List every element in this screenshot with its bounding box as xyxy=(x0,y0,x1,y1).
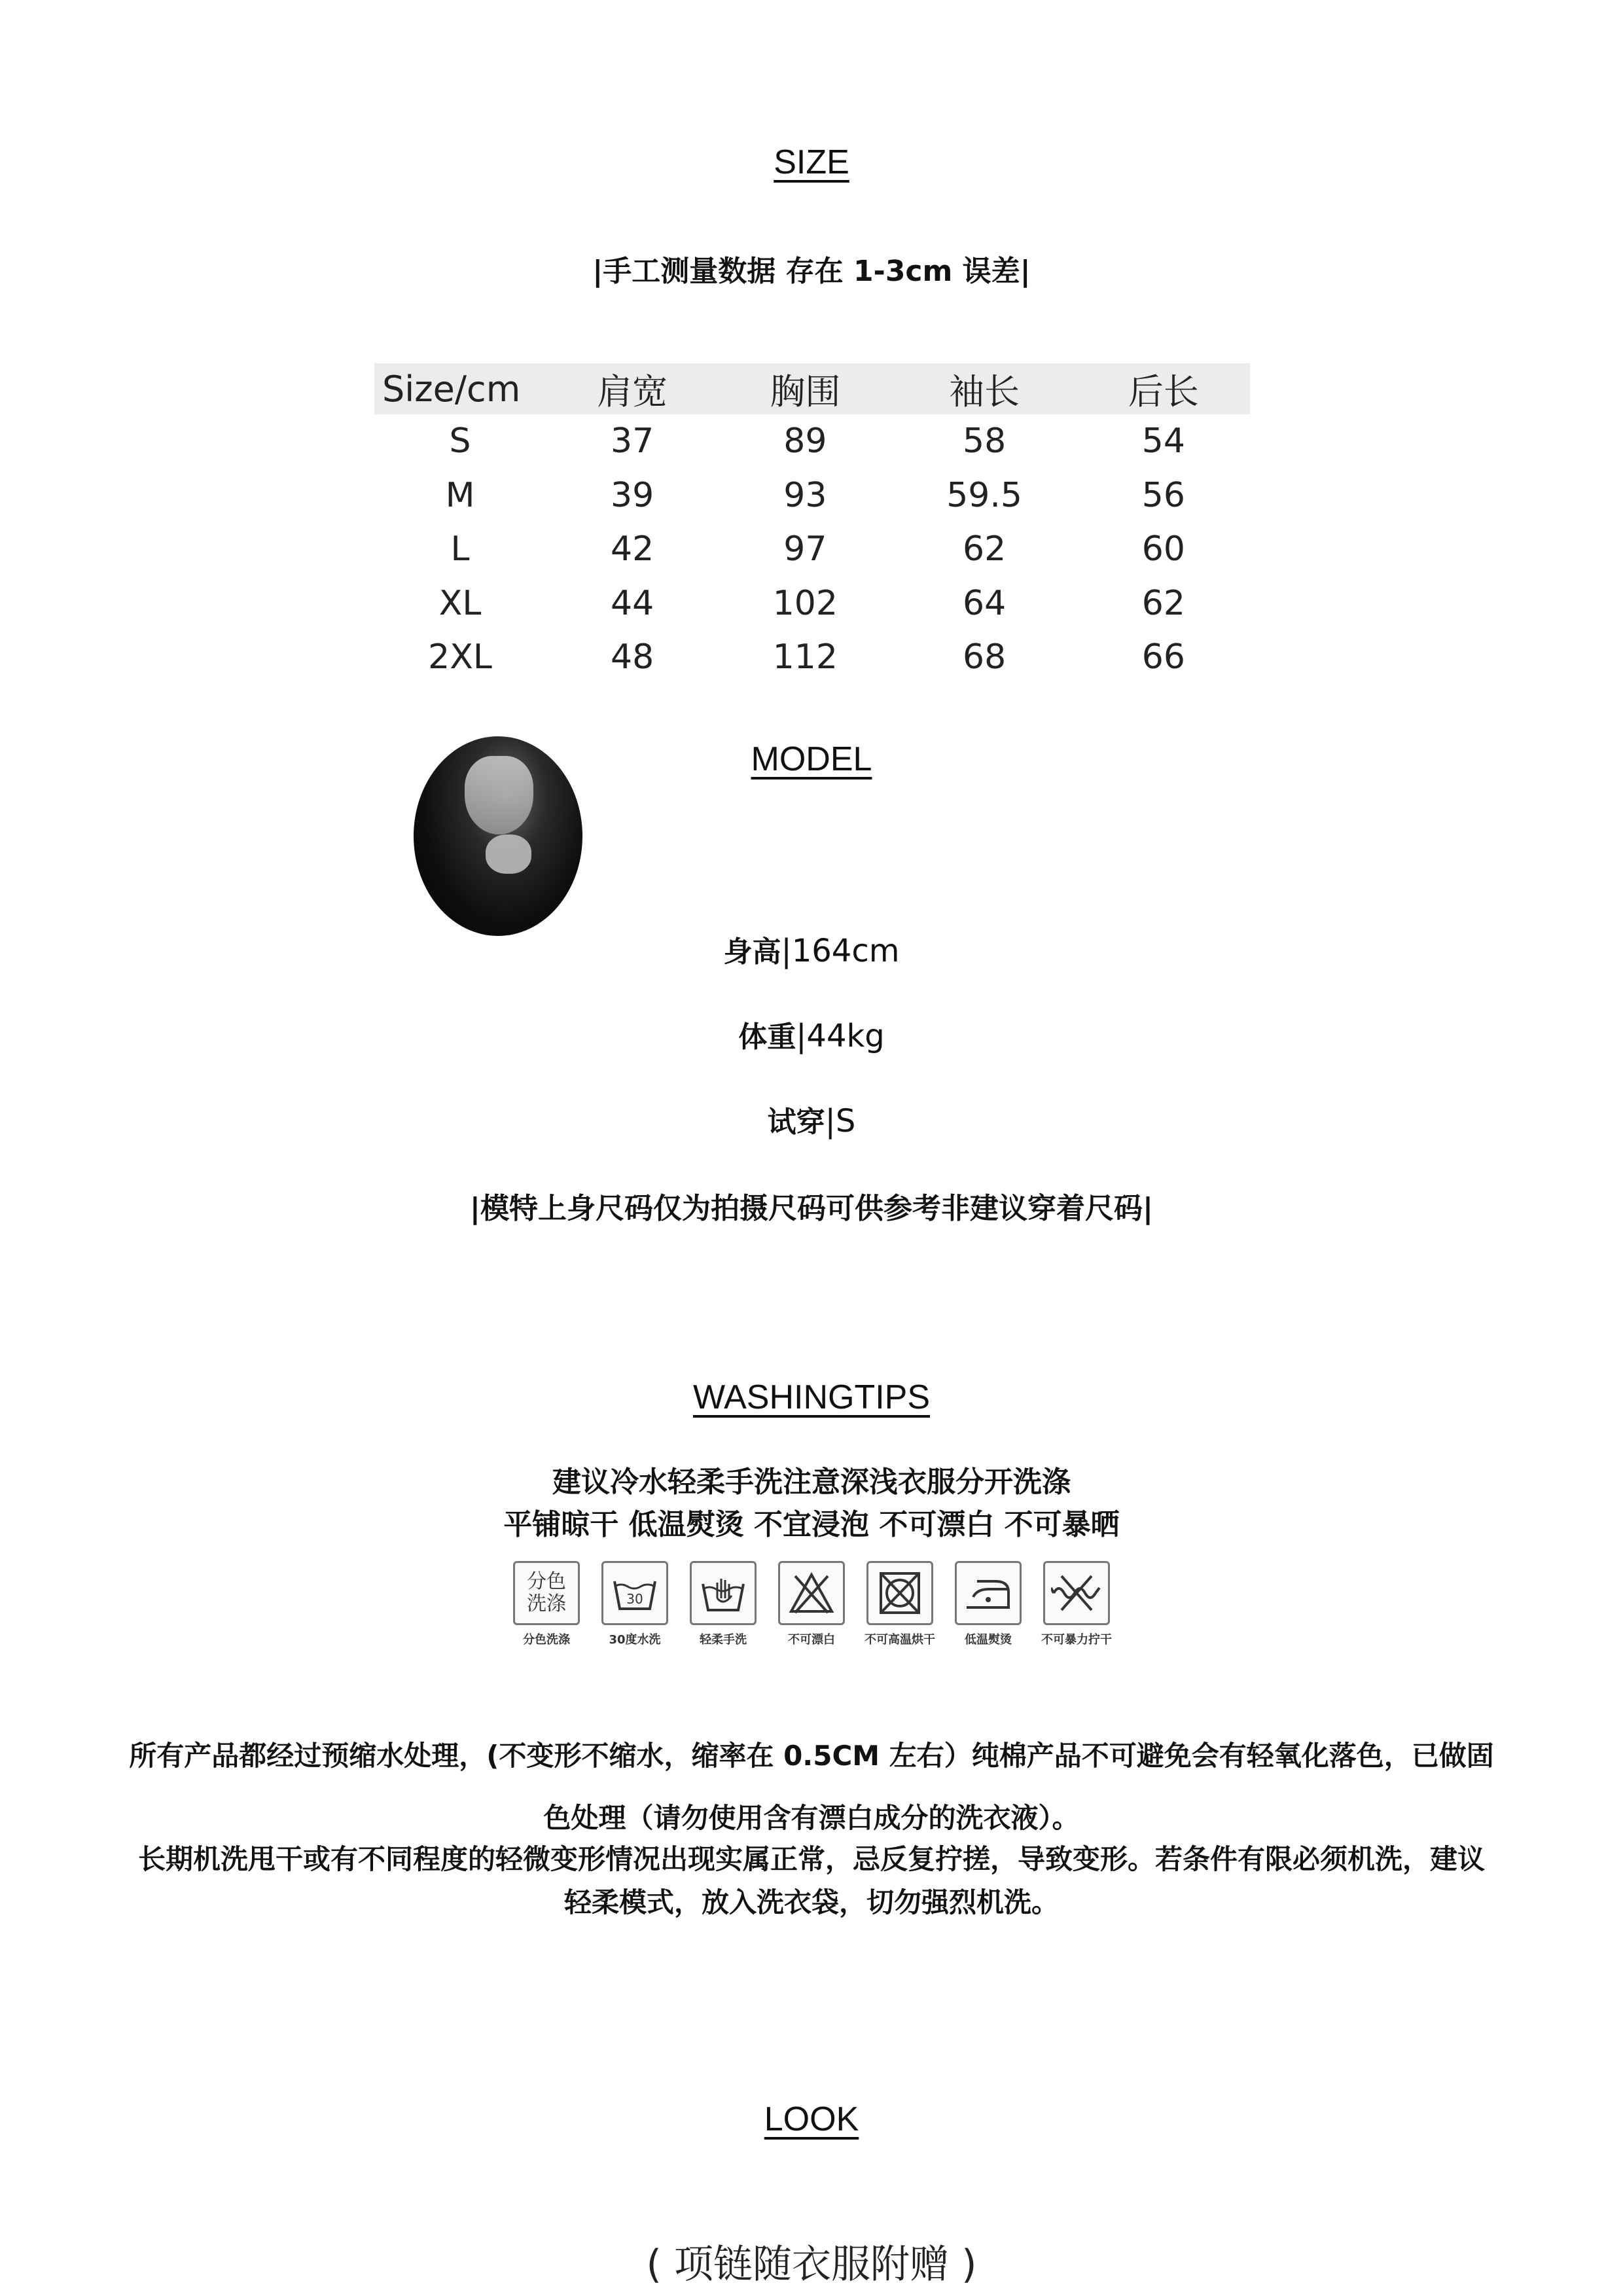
table-cell: XL xyxy=(438,583,482,623)
table-cell: 60 xyxy=(1141,529,1185,569)
model-height-value: |164cm xyxy=(781,933,900,969)
measurement-note: |手工测量数据 存在 1-3cm 误差| xyxy=(592,255,1031,288)
washing-line-2: 平铺晾干 低温熨烫 不宜浸泡 不可漂白 不可暴晒 xyxy=(503,1508,1120,1541)
wash-item xyxy=(1041,1561,1113,1647)
table-cell: 62 xyxy=(1141,583,1185,623)
wash-item xyxy=(687,1561,759,1647)
model-weight-label: 体重 xyxy=(738,1020,796,1054)
wash-label: 不可暴力拧干 xyxy=(1041,1633,1112,1647)
table-cell: 68 xyxy=(963,637,1007,677)
no-wring-icon xyxy=(1043,1561,1110,1625)
model-photo-hand xyxy=(486,834,531,874)
wash-label: 分色洗涤 xyxy=(523,1633,570,1647)
color-separate-icon xyxy=(513,1561,580,1625)
wash-label: 低温熨烫 xyxy=(965,1633,1012,1647)
size-heading: SIZE xyxy=(774,143,849,181)
table-cell: 62 xyxy=(963,529,1007,569)
model-weight xyxy=(0,1013,1623,1055)
wash-item xyxy=(510,1561,582,1647)
wash-item xyxy=(864,1561,936,1647)
washing-line-1: 建议冷水轻柔手洗注意深浅衣服分开洗涤 xyxy=(552,1465,1071,1499)
model-photo xyxy=(414,736,582,936)
table-cell: 44 xyxy=(611,583,654,623)
table-row xyxy=(374,469,1250,523)
wash-30-text: 30 xyxy=(626,1591,643,1607)
table-row xyxy=(374,577,1250,631)
look-note: ( 项链随衣服附赠 ) xyxy=(646,2242,977,2287)
table-cell: 54 xyxy=(1141,422,1185,461)
model-heading: MODEL xyxy=(751,740,872,778)
wash-label: 不可漂白 xyxy=(788,1633,835,1647)
low-iron-icon xyxy=(955,1561,1022,1625)
color-separate-icon-text: 分色 洗涤 xyxy=(527,1570,566,1615)
table-cell: S xyxy=(449,422,471,461)
wash-30-icon xyxy=(601,1561,668,1625)
table-header-sleeve: 袖长 xyxy=(891,363,1077,414)
table-cell: 93 xyxy=(783,475,827,515)
table-cell: 48 xyxy=(611,637,654,677)
model-photo-collar xyxy=(465,756,533,834)
table-row xyxy=(374,630,1250,685)
table-cell: 37 xyxy=(611,422,654,461)
table-cell: 64 xyxy=(963,583,1007,623)
table-cell: 39 xyxy=(611,475,654,515)
table-cell: 97 xyxy=(783,529,827,569)
table-cell: 102 xyxy=(772,583,838,623)
table-row xyxy=(374,522,1250,577)
washing-heading: WASHINGTIPS xyxy=(692,1378,931,1416)
washing-paragraph-2-line-1: 长期机洗甩干或有不同程度的轻微变形情况出现实属正常，忌反复拧搓，导致变形。若条件有限必须机洗，建议 xyxy=(137,1843,1485,1875)
washing-paragraph-2-line-2: 轻柔模式，放入洗衣袋，切勿强烈机洗。 xyxy=(563,1886,1059,1918)
model-note: |模特上身尺码仅为拍摄尺码可供参考非建议穿着尺码| xyxy=(469,1192,1154,1225)
look-heading: LOOK xyxy=(764,2100,859,2138)
wash-item xyxy=(599,1561,671,1647)
table-cell: 58 xyxy=(963,422,1007,461)
wash-label: 轻柔手洗 xyxy=(700,1633,747,1647)
washing-paragraph-1-line-1: 所有产品都经过预缩水处理，(不变形不缩水，缩率在 0.5CM 左右）纯棉产品不可避免会有轻氧化落色，已做固 xyxy=(129,1740,1494,1772)
wash-label: 不可高温烘干 xyxy=(865,1633,935,1647)
no-bleach-icon xyxy=(778,1561,845,1625)
table-row xyxy=(374,414,1250,469)
model-size xyxy=(0,1098,1623,1140)
table-cell: M xyxy=(445,475,475,515)
table-cell: L xyxy=(450,529,470,569)
table-header-shoulder: 肩宽 xyxy=(546,363,719,414)
table-header-length: 后长 xyxy=(1077,363,1250,414)
model-height xyxy=(0,928,1623,970)
wash-item xyxy=(776,1561,847,1647)
hand-wash-icon xyxy=(690,1561,757,1625)
model-weight-value: |44kg xyxy=(796,1018,885,1054)
wash-label: 30度水洗 xyxy=(609,1633,661,1647)
table-cell: 2XL xyxy=(428,637,492,677)
table-header-chest: 胸围 xyxy=(719,363,891,414)
washing-paragraph-1-line-2: 色处理（请勿使用含有漂白成分的洗衣液）。 xyxy=(543,1802,1080,1834)
table-cell: 66 xyxy=(1141,637,1185,677)
model-size-value: |S xyxy=(825,1103,856,1139)
no-tumble-dry-icon xyxy=(866,1561,933,1625)
table-cell: 56 xyxy=(1141,475,1185,515)
model-height-label: 身高 xyxy=(723,935,781,969)
table-cell: 89 xyxy=(783,422,827,461)
size-table xyxy=(374,363,1250,685)
size-table-header-row xyxy=(374,363,1250,414)
table-cell: 59.5 xyxy=(946,475,1022,515)
table-cell: 112 xyxy=(772,637,838,677)
washing-icons-row xyxy=(510,1561,1113,1653)
table-cell: 42 xyxy=(611,529,654,569)
model-size-label: 试穿 xyxy=(767,1105,825,1139)
table-header-size: Size/cm xyxy=(374,363,546,414)
wash-item xyxy=(952,1561,1024,1647)
